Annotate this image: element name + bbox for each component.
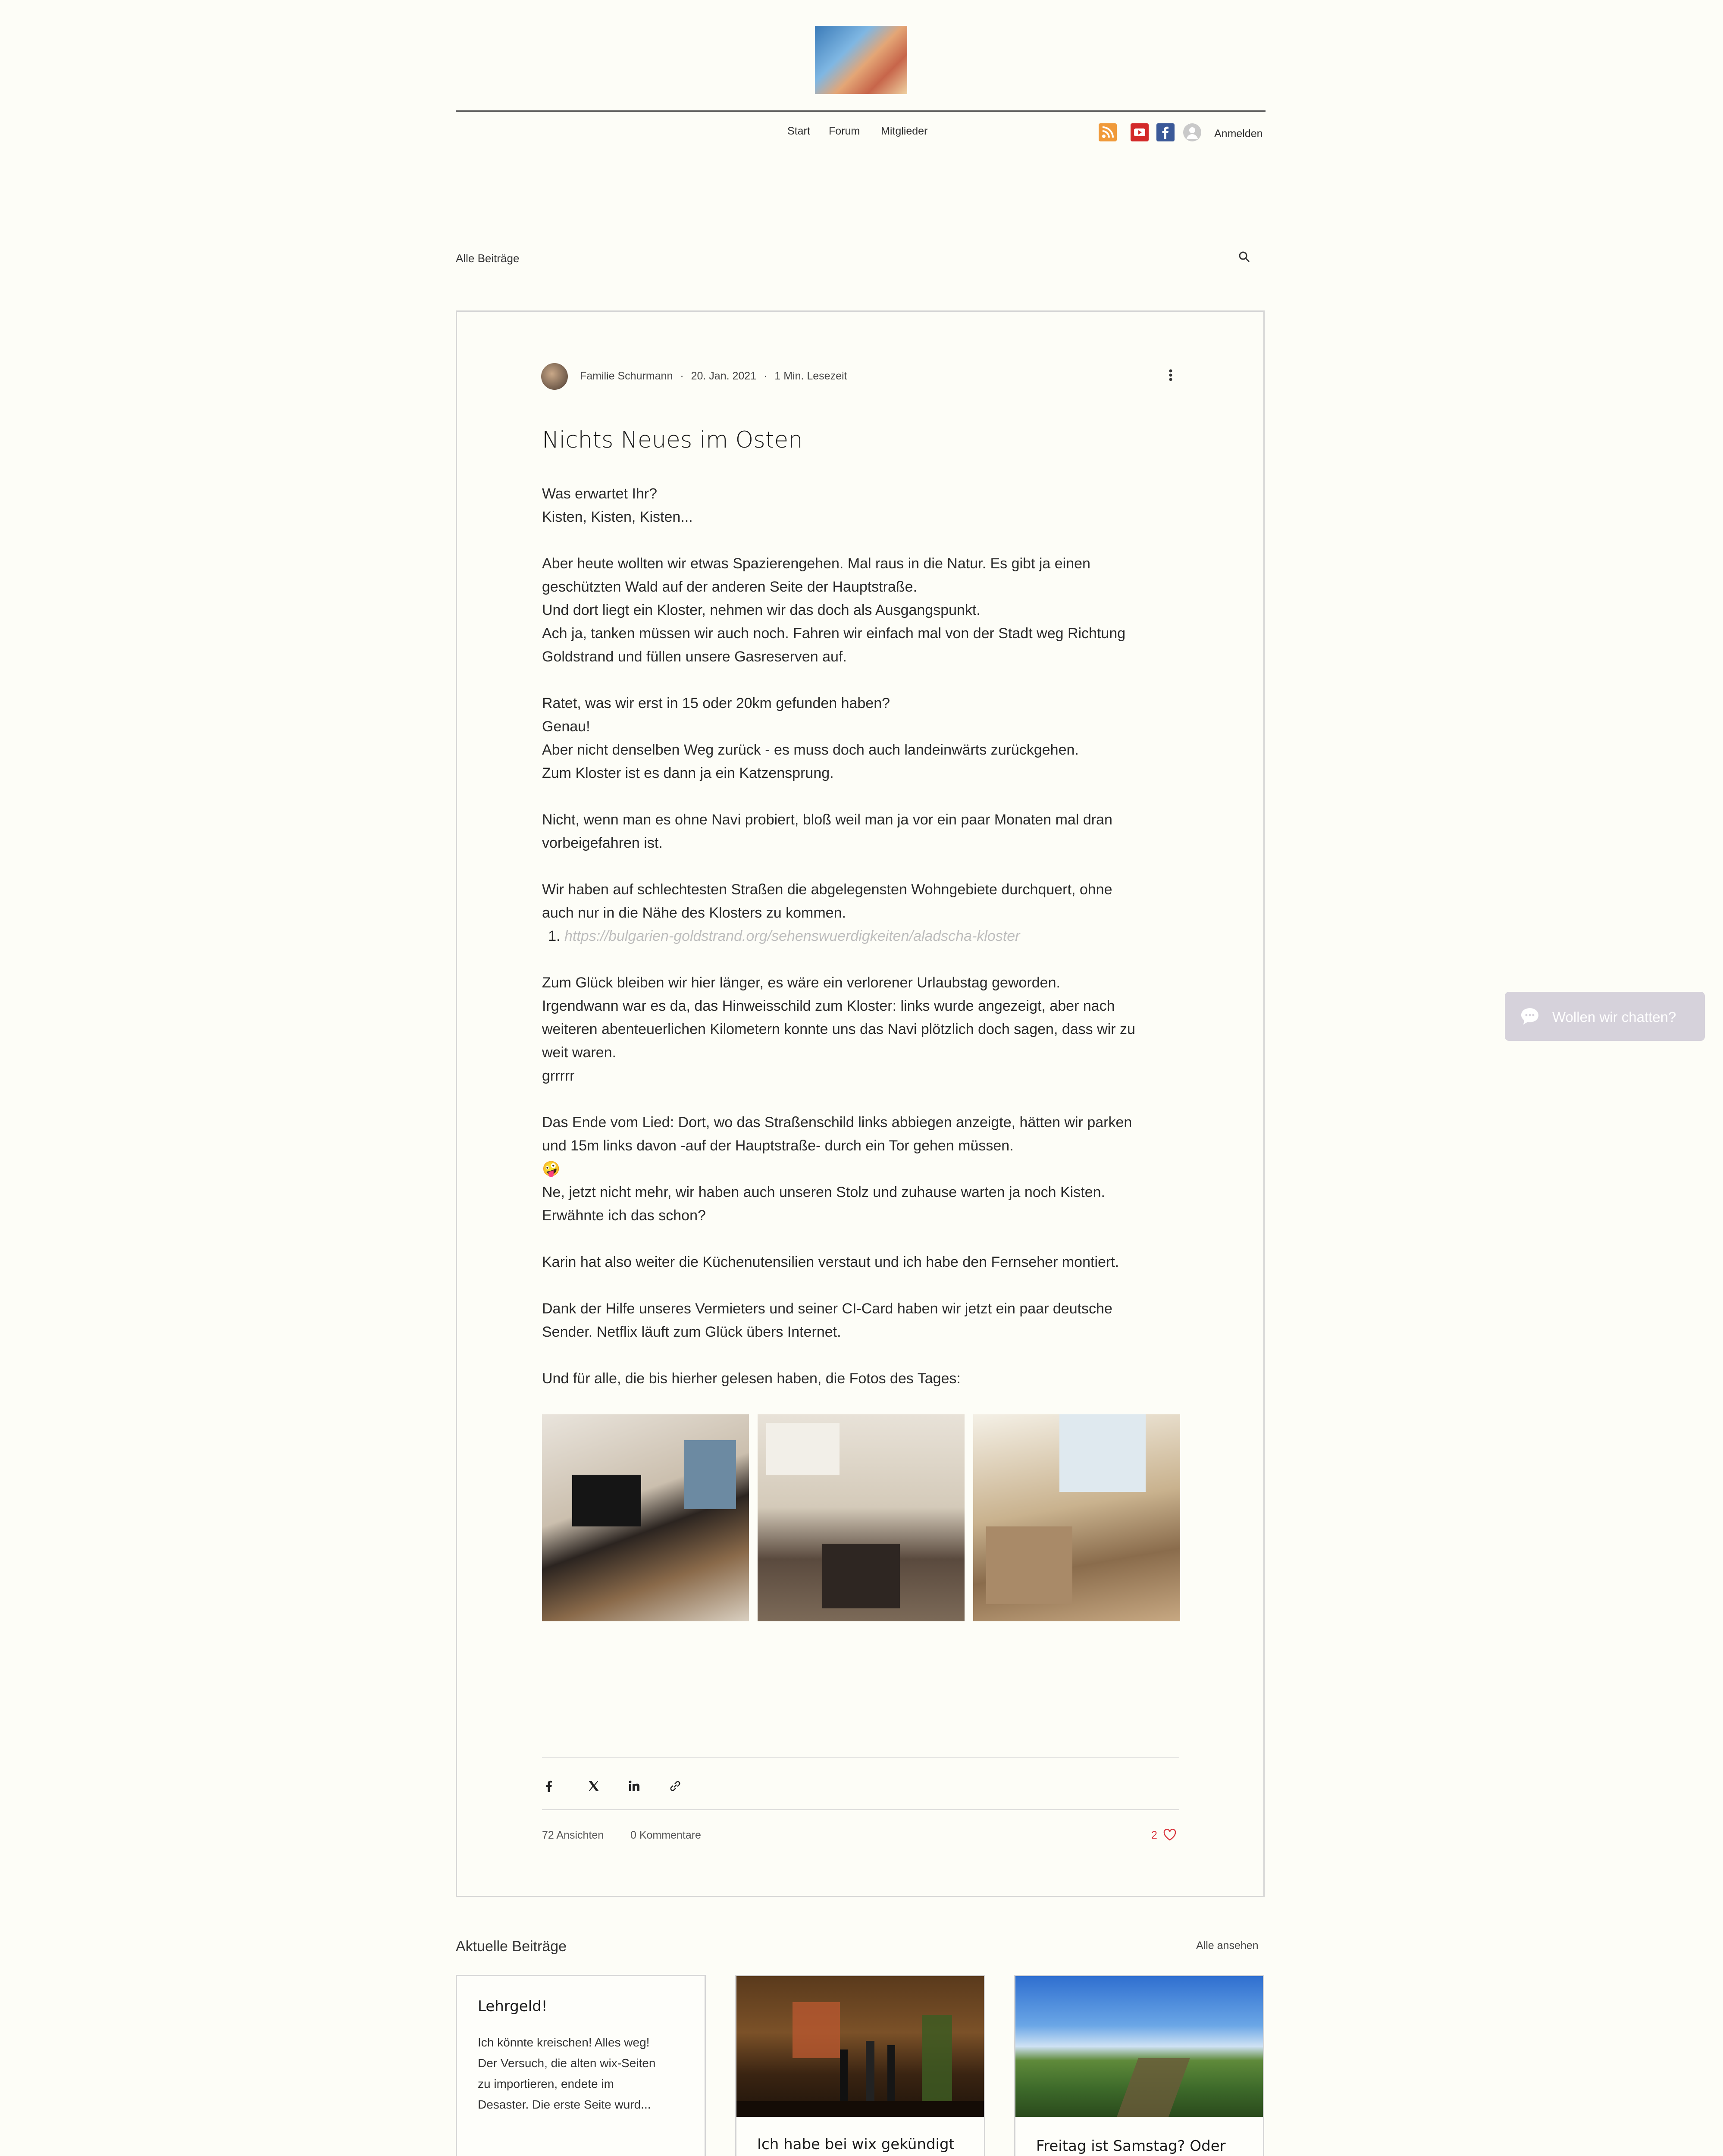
para-line: Sender. Netflix läuft zum Glück übers Internet.	[542, 1324, 841, 1340]
para-line: geschützten Wald auf der anderen Seite der Hauptstraße.	[542, 579, 918, 595]
nav-forum[interactable]: Forum	[829, 125, 860, 137]
youtube-icon[interactable]	[1131, 123, 1149, 141]
para-line: Das Ende vom Lied: Dort, wo das Straßenschild links abbiegen anzeigte, hätten wir parken	[542, 1114, 1132, 1131]
para-line: Goldstrand und füllen unsere Gasreserven auf.	[542, 649, 847, 665]
para-line: Karin hat also weiter die Küchenutensilien verstaut und ich habe den Fernseher montiert.	[542, 1254, 1119, 1270]
user-avatar-icon[interactable]	[1183, 123, 1201, 141]
para-line: Aber heute wollten wir etwas Spazierengehen. Mal raus in die Natur. Es gibt ja einen	[542, 555, 1090, 572]
para-line: Zum Kloster ist es dann ja ein Katzensprung.	[542, 765, 834, 781]
kloster-link[interactable]: https://bulgarien-goldstrand.org/sehenswuerdigkeiten/aladscha-kloster	[564, 928, 1020, 944]
para-line: Ratet, was wir erst in 15 oder 20km gefunden haben?	[542, 695, 890, 711]
para-line: Was erwartet Ihr?	[542, 486, 658, 502]
login-link[interactable]: Anmelden	[1214, 128, 1263, 140]
card-title[interactable]: Lehrgeld!	[478, 1998, 548, 2015]
photo-2[interactable]	[758, 1414, 965, 1621]
emoji: 🤪	[542, 1161, 561, 1177]
para-line: und 15m links davon -auf der Hauptstraße- durch ein Tor gehen müssen.	[542, 1138, 1014, 1154]
card-title-line[interactable]: Freitag ist Samstag? Oder	[1036, 2137, 1226, 2155]
link-list	[542, 924, 1180, 948]
para-line: Ach ja, tanken müssen wir auch noch. Fahren wir einfach mal von der Stadt weg Richtung	[542, 625, 1126, 642]
site-logo-photo[interactable]	[815, 26, 907, 94]
x-share-icon[interactable]	[586, 1779, 600, 1793]
chat-widget[interactable]	[1505, 992, 1705, 1041]
recent-posts-heading: Aktuelle Beiträge	[456, 1938, 567, 1955]
facebook-share-icon[interactable]	[542, 1779, 556, 1793]
post-meta: Familie Schurmann · 20. Jan. 2021 · 1 Min. Lesezeit	[580, 370, 847, 382]
all-posts-link[interactable]: Alle Beiträge	[456, 252, 520, 265]
photo-1[interactable]	[542, 1414, 749, 1621]
post-date: 20. Jan. 2021	[691, 370, 757, 382]
para-line: auch nur in die Nähe des Klosters zu kommen.	[542, 905, 846, 921]
nav-start[interactable]: Start	[787, 125, 810, 137]
facebook-icon[interactable]	[1156, 123, 1175, 141]
para-line: Erwähnte ich das schon?	[542, 1207, 706, 1224]
card-image[interactable]	[736, 1976, 984, 2117]
para-line: Dank der Hilfe unseres Vermieters und seiner CI-Card haben wir jetzt ein paar deutsche	[542, 1300, 1112, 1317]
chat-bubble-icon	[1519, 1006, 1540, 1028]
see-all-link[interactable]: Alle ansehen	[1196, 1940, 1259, 1952]
share-top-divider	[542, 1757, 1179, 1758]
recent-post-card[interactable]	[735, 1975, 985, 2156]
para-line: Zum Glück bleiben wir hier länger, es wäre ein verlorener Urlaubstag geworden.	[542, 975, 1060, 991]
chat-label[interactable]: Wollen wir chatten?	[1552, 1009, 1676, 1025]
read-time: 1 Min. Lesezeit	[774, 370, 847, 382]
para-line: Und für alle, die bis hierher gelesen haben, die Fotos des Tages:	[542, 1370, 961, 1387]
excerpt-line: zu importieren, endete im	[478, 2077, 614, 2090]
post-title: Nichts Neues im Osten	[542, 427, 803, 453]
share-bottom-divider	[542, 1809, 1179, 1810]
para-line: weit waren.	[542, 1044, 616, 1061]
comments-count[interactable]: 0 Kommentare	[630, 1829, 701, 1841]
author-name[interactable]: Familie Schurmann	[580, 370, 673, 382]
recent-post-card[interactable]	[456, 1975, 706, 2156]
excerpt-line: Der Versuch, die alten wix-Seiten	[478, 2056, 656, 2070]
nav-mitglieder[interactable]: Mitglieder	[881, 125, 928, 137]
para-line: Wir haben auf schlechtesten Straßen die abgelegensten Wohngebiete durchquert, ohne	[542, 881, 1112, 898]
para-line: Aber nicht denselben Weg zurück - es muss doch auch landeinwärts zurückgehen.	[542, 742, 1079, 758]
recent-post-card[interactable]	[1014, 1975, 1264, 2156]
para-line: Ne, jetzt nicht mehr, wir haben auch unseren Stolz und zuhause warten ja noch Kisten.	[542, 1184, 1105, 1200]
excerpt-line: Desaster. Die erste Seite wurd...	[478, 2098, 651, 2111]
para-line: vorbeigefahren ist.	[542, 835, 663, 851]
header-divider	[456, 110, 1266, 112]
search-icon[interactable]	[1237, 250, 1251, 264]
para-line: Kisten, Kisten, Kisten...	[542, 509, 693, 525]
para-line: Irgendwann war es da, das Hinweisschild zum Kloster: links wurde angezeigt, aber nach	[542, 998, 1115, 1014]
photo-3[interactable]	[973, 1414, 1180, 1621]
post-body	[542, 482, 1180, 1390]
views-count: 72 Ansichten	[542, 1829, 604, 1841]
excerpt-line: Ich könnte kreischen! Alles weg!	[478, 2036, 650, 2049]
card-image[interactable]	[1015, 1976, 1263, 2117]
rss-icon[interactable]	[1099, 123, 1117, 141]
card-excerpt	[478, 2032, 680, 2115]
author-avatar[interactable]	[541, 363, 568, 390]
heart-icon[interactable]	[1163, 1828, 1177, 1841]
link-share-icon[interactable]	[668, 1779, 682, 1793]
linkedin-share-icon[interactable]	[627, 1779, 641, 1793]
card-title[interactable]: Ich habe bei wix gekündigt	[757, 2136, 955, 2153]
card-title[interactable]	[1036, 2136, 1226, 2156]
para-line: Genau!	[542, 718, 590, 735]
para-line: Und dort liegt ein Kloster, nehmen wir das doch als Ausgangspunkt.	[542, 602, 981, 618]
para-line: grrrrr	[542, 1068, 575, 1084]
likes-count: 2	[1151, 1829, 1157, 1841]
para-line: weiteren abenteuerlichen Kilometern konnte uns das Navi plötzlich doch sagen, dass wir zu	[542, 1021, 1135, 1037]
more-actions-icon[interactable]	[1166, 366, 1175, 385]
para-line: Nicht, wenn man es ohne Navi probiert, bloß weil man ja vor ein paar Monaten mal dran	[542, 812, 1112, 828]
